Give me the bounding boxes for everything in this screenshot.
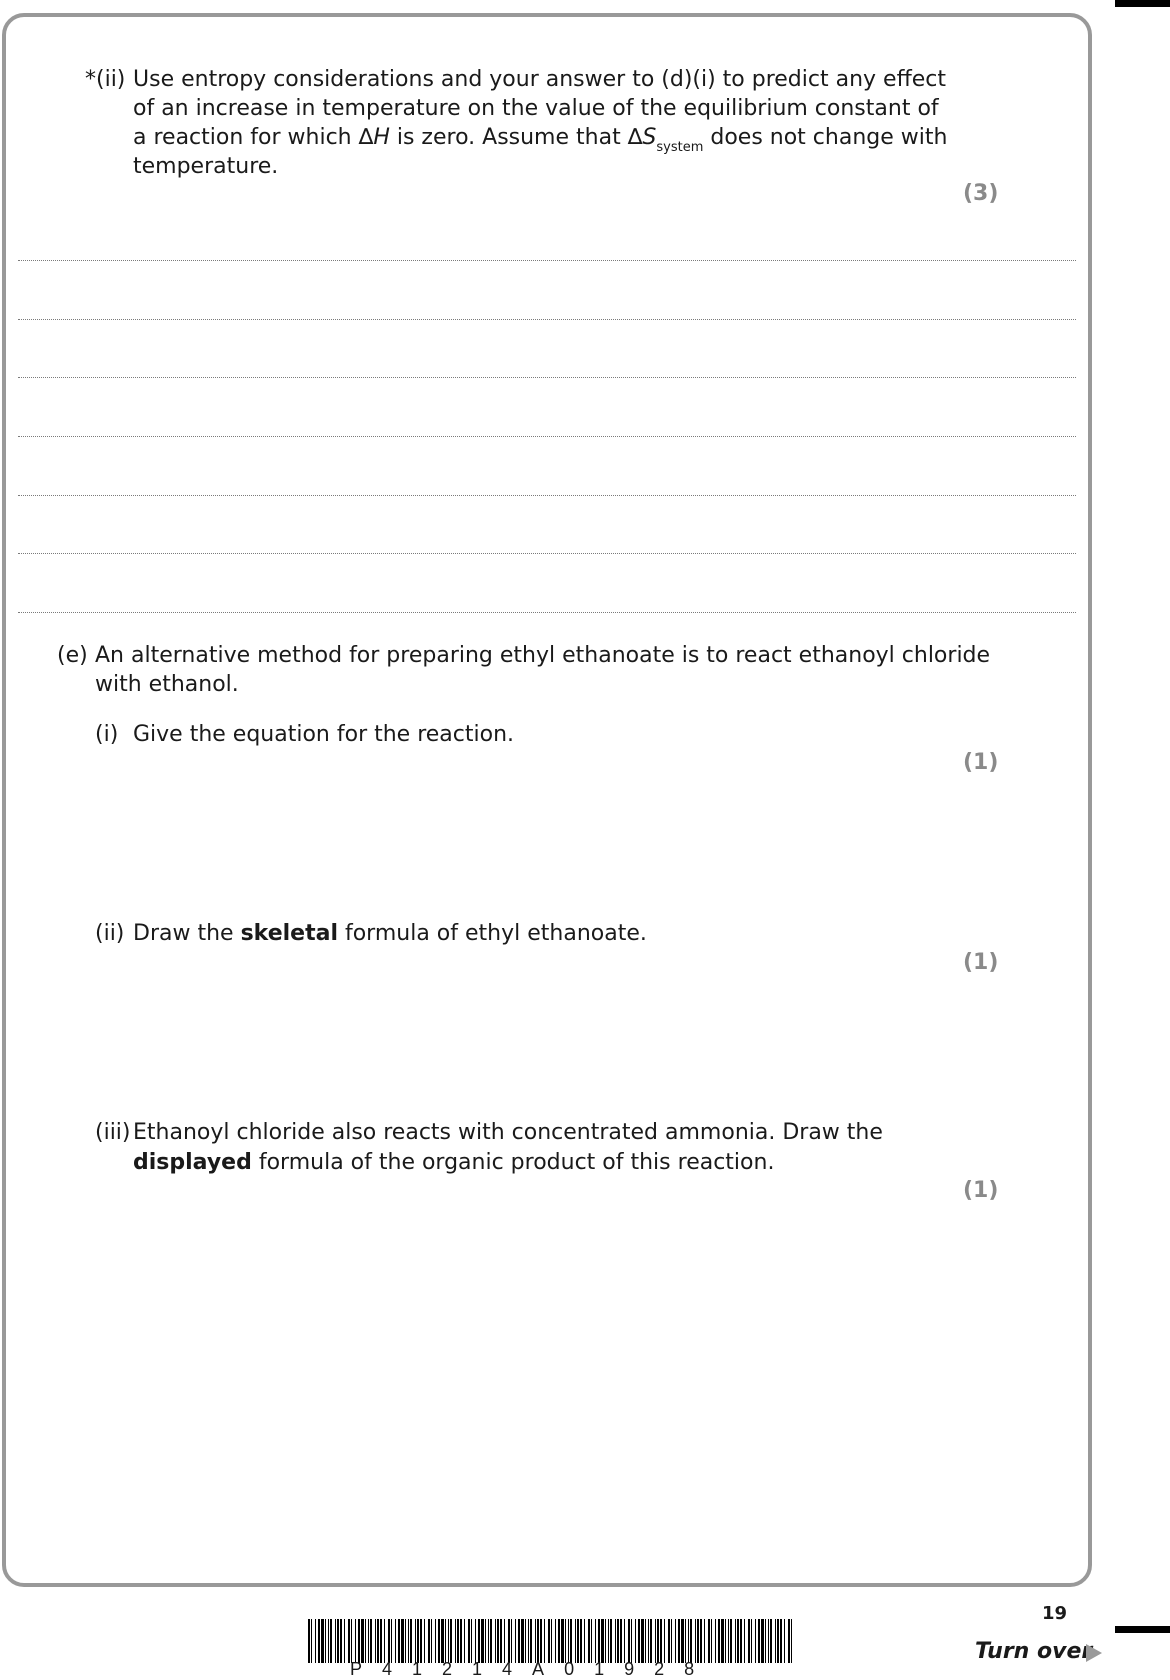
question-d-ii-line-4: temperature. xyxy=(133,154,279,179)
question-e-i-text: Give the equation for the reaction. xyxy=(133,722,515,747)
e-ii-text-part-a: Draw the xyxy=(133,921,241,946)
turn-over-arrow-icon xyxy=(1086,1644,1102,1662)
delta-s-symbol: ∆ xyxy=(627,125,643,150)
question-number-e-ii: (ii) xyxy=(95,921,125,946)
answer-line[interactable] xyxy=(18,436,1076,437)
question-e-iii-line-1: Ethanoyl chloride also reacts with concentrated ammonia. Draw the xyxy=(133,1120,883,1145)
e-ii-bold-word: skeletal xyxy=(240,921,338,946)
e-iii-line-2-rest: formula of the organic product of this reaction. xyxy=(251,1150,775,1175)
answer-line[interactable] xyxy=(18,260,1076,261)
enthalpy-variable: H xyxy=(373,125,390,150)
page-frame xyxy=(2,13,1092,1587)
delta-h-symbol: ∆ xyxy=(358,125,374,150)
barcode-text: P41214A01928 xyxy=(350,1659,715,1679)
turn-over-label: Turn over xyxy=(975,1639,1093,1664)
question-d-ii-line-2: of an increase in temperature on the value of the equilibrium constant of xyxy=(133,96,939,121)
question-number-e-i: (i) xyxy=(95,722,119,747)
answer-line[interactable] xyxy=(18,612,1076,613)
question-d-ii-line-1: Use entropy considerations and your answer to (d)(i) to predict any effect xyxy=(133,67,946,92)
question-e-iii-line-2 xyxy=(133,1148,774,1177)
entropy-variable: S xyxy=(642,125,657,150)
answer-line[interactable] xyxy=(18,319,1076,320)
question-number-d-ii: *(ii) xyxy=(85,67,126,92)
answer-line[interactable] xyxy=(18,495,1076,496)
line-3-part-b: is zero. Assume that xyxy=(389,125,628,150)
answer-line[interactable] xyxy=(18,553,1076,554)
question-e-line-2: with ethanol. xyxy=(95,672,239,697)
answer-line[interactable] xyxy=(18,377,1076,378)
marks-e-iii: (1) xyxy=(963,1178,999,1203)
marks-e-i: (1) xyxy=(963,750,999,775)
marks-e-ii: (1) xyxy=(963,950,999,975)
question-e-line-1: An alternative method for preparing ethyl ethanoate is to react ethanoyl chloride xyxy=(95,643,991,668)
barcode-icon xyxy=(308,1619,793,1663)
line-3-part-c: does not change with xyxy=(703,125,948,150)
line-3-part-a: a reaction for which xyxy=(133,125,359,150)
question-label-e: (e) xyxy=(57,643,88,668)
bottom-edge-bar xyxy=(1115,1626,1170,1633)
e-ii-text-part-b: formula of ethyl ethanoate. xyxy=(337,921,647,946)
marks-d-ii: (3) xyxy=(963,181,999,206)
question-e-ii-text xyxy=(133,919,647,948)
page-number: 19 xyxy=(1042,1603,1068,1624)
entropy-subscript: system xyxy=(656,140,704,155)
e-iii-bold-word: displayed xyxy=(133,1150,252,1175)
top-edge-bar xyxy=(1115,0,1170,7)
question-number-e-iii: (iii) xyxy=(95,1120,131,1145)
question-d-ii-line-3 xyxy=(133,123,947,155)
